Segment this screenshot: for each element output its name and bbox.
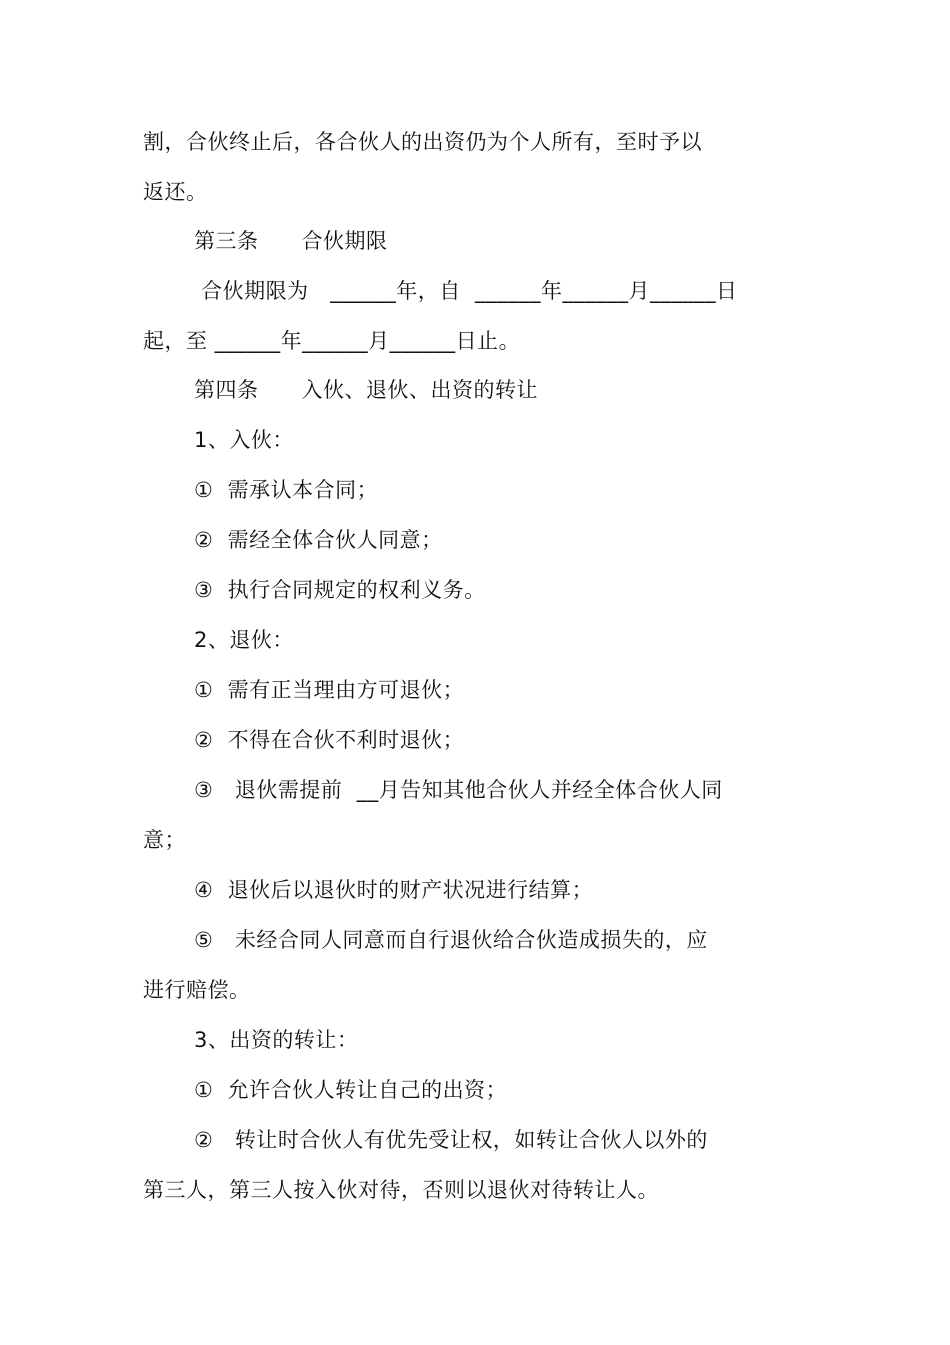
list-item: ② 需经全体合伙人同意； <box>194 528 443 552</box>
list-item: ① 需有正当理由方可退伙； <box>194 678 465 702</box>
paragraph-line: 返还。 <box>143 180 208 204</box>
section-heading: 1、入伙： <box>194 428 294 452</box>
list-item: ③ 执行合同规定的权利义务。 <box>194 578 486 602</box>
article-heading: 第三条 合伙期限 <box>194 229 388 253</box>
list-item: ① 允许合伙人转让自己的出资； <box>194 1078 508 1102</box>
list-item: ⑤ 未经合同人同意而自行退伙给合伙造成损失的，应 <box>194 928 708 952</box>
section-heading: 2、退伙： <box>194 628 294 652</box>
list-item: ② 不得在合伙不利时退伙； <box>194 728 465 752</box>
list-item-continuation: 意； <box>143 828 186 852</box>
list-item-continuation: 第三人，第三人按入伙对待，否则以退伙对待转让人。 <box>143 1178 659 1202</box>
article-heading: 第四条 入伙、退伙、出资的转让 <box>194 378 539 402</box>
paragraph-line: 起，至 ______年______月______日止。 <box>143 329 521 353</box>
list-item: ④ 退伙后以退伙时的财产状况进行结算； <box>194 878 594 902</box>
list-item: ② 转让时合伙人有优先受让权，如转让合伙人以外的 <box>194 1128 708 1152</box>
list-item: ③ 退伙需提前 __月告知其他合伙人并经全体合伙人同 <box>194 778 723 802</box>
section-heading: 3、出资的转让： <box>194 1028 359 1052</box>
list-item: ① 需承认本合同； <box>194 478 379 502</box>
paragraph-line: 合伙期限为 ______年，自 ______年______月______日 <box>194 279 738 303</box>
paragraph-line: 割，合伙终止后，各合伙人的出资仍为个人所有，至时予以 <box>143 130 702 154</box>
list-item-continuation: 进行赔偿。 <box>143 978 251 1002</box>
